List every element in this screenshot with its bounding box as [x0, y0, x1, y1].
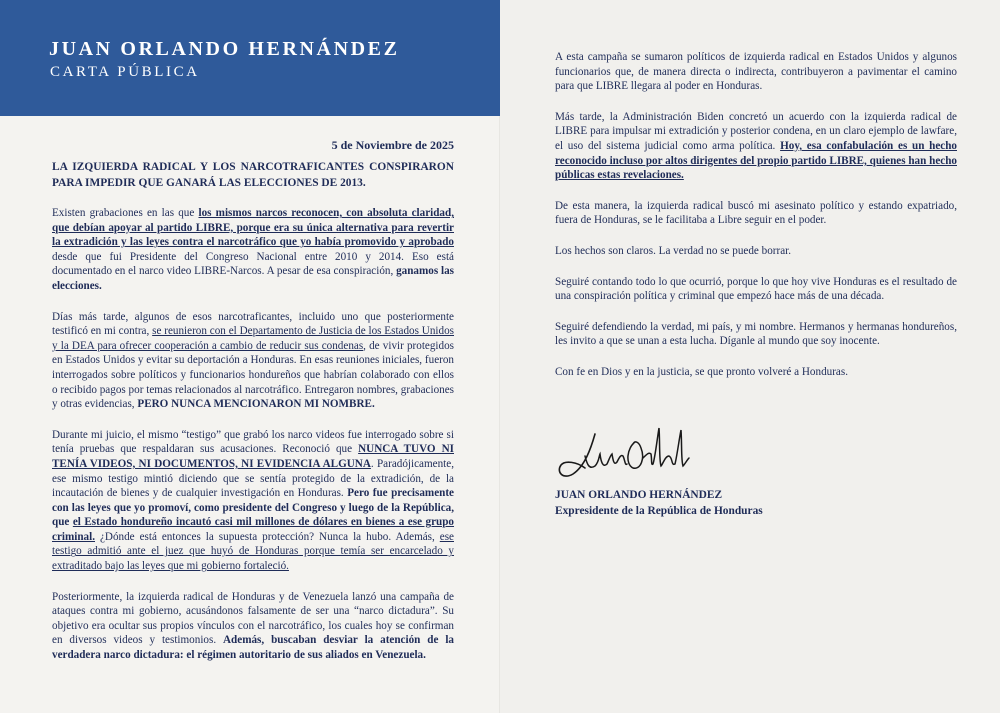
paragraph-4	[52, 590, 454, 663]
p3-text-a: Durante mi juicio, el mismo “testigo” que grabó los narco videos fue interrogado sobre si tenía pruebas que respaldaran sus acusaciones. Reconoció que	[52, 428, 454, 456]
paragraph-6	[555, 110, 957, 183]
letter-headline: LA IZQUIERDA RADICAL Y LOS NARCOTRAFICANTES CONSPIRARON PARA IMPEDIR QUE GANARÁ LAS ELECCIONES DE 2013.	[52, 161, 454, 189]
p6-text-a: Más tarde, la Administración Biden concretó un acuerdo con la izquierda radical de LIBRE para impulsar mi extradición y posterior condena, en un claro ejemplo de lawfare, el uso del sistema judicial como arma política.	[555, 110, 957, 152]
paragraph-8: Los hechos son claros. La verdad no se puede borrar.	[555, 244, 792, 257]
p3-text-c: . Paradójicamente, ese mismo testigo mintió diciendo que se sentía protegido de la extradición, de la incautación de bienes y de cualquier investigación en Honduras.	[52, 457, 454, 500]
p1-emphasis-b: los mismos narcos reconocen, con absoluta claridad, que debían apoyar al partido LIBRE, porque era su única alternativa para revertir la extradición y las leyes contra el narcotráfico que yo había promovido y aprobado	[52, 207, 454, 249]
p3-emphasis-b: NUNCA TUVO NI TENÍA VIDEOS, NI DOCUMENTOS, NI EVIDENCIA ALGUNA	[52, 443, 454, 470]
signature-block	[555, 420, 855, 530]
paragraph-11: Con fe en Dios y en la justicia, se que pronto volveré a Honduras.	[555, 365, 848, 378]
p3-underline-g: ese testigo admitió ante el juez que huyó de Honduras porque temía ser encarcelado y extraditado bajo las leyes que mi gobierno fortaleció.	[52, 530, 454, 573]
p1-text-a: Existen grabaciones en las que	[52, 207, 199, 219]
p3-emphasis-e: el Estado hondureño incautó casi mil millones de dólares en bienes a ese grupo criminal.	[52, 516, 455, 543]
paragraph-10: Seguiré defendiendo la verdad, mi país, y mi nombre. Hermanos y hermanas hondureños, les invito a que se unan a esta lucha. Díganle al mundo que soy inocente.	[555, 320, 957, 348]
header-subtitle: CARTA PÚBLICA	[50, 64, 200, 80]
paragraph-7: De esta manera, la izquierda radical buscó mi asesinato político y estando expatriado, fuera de Honduras, se le facilitaba a Libre seguir en el poder.	[555, 199, 957, 227]
left-column	[52, 160, 454, 679]
p6-emphasis-b: Hoy, esa confabulación es un hecho reconocido incluso por altos dirigentes del propio partido LIBRE, quienes han hecho públicas estas revelaciones.	[555, 139, 957, 182]
p2-underline-b: se reunieron con el Departamento de Justicia de los Estados Unidos y la DEA para ofrecer cooperación a cambio de reducir sus condenas	[52, 325, 454, 352]
p1-text-c: desde que fui Presidente del Congreso Nacional entre 2010 y 2014. Eso está documentado en el narco video LIBRE-Narcos. A pesar de esa conspiración,	[52, 250, 454, 278]
p3-text-f: ¿Dónde está entonces la supuesta protección? Nunca la hubo. Además,	[95, 530, 440, 543]
p2-emphasis-d: PERO NUNCA MENCIONARON MI NOMBRE.	[137, 398, 375, 411]
p1-emphasis-d: ganamos las elecciones.	[52, 265, 454, 292]
paragraph-9: Seguiré contando todo lo que ocurrió, porque lo que hoy vive Honduras es el resultado de una conspiración política y criminal que empezó hace más de una década.	[555, 275, 957, 303]
paragraph-2	[52, 310, 454, 412]
paragraph-3	[52, 428, 454, 574]
p4-text-a: Posteriormente, la izquierda radical de Honduras y de Venezuela lanzó una campaña de ataques contra mi gobierno, acusándonos falsamente de ser una “narco dictadura”. Su objetivo era ocultar sus propios vínculos con el narcotráfico, los cuales hoy se confirman en diversos videos y testimonios.	[52, 590, 454, 647]
handwritten-signature	[555, 420, 690, 490]
paragraph-5: A esta campaña se sumaron políticos de izquierda radical en Estados Unidos y algunos funcionarios que, de manera directa o indirecta, contribuyeron a pavimentar el camino para que LIBRE llegara al poder en Honduras.	[555, 51, 957, 93]
p3-emphasis-d: Pero fue precisamente con las leyes que yo promoví, como presidente del Congreso y luego de la República, que	[52, 487, 454, 529]
paragraph-1	[52, 206, 454, 294]
header-author-name: JUAN ORLANDO HERNÁNDEZ	[49, 38, 400, 60]
letter-header	[0, 0, 500, 116]
signature-name: JUAN ORLANDO HERNÁNDEZ	[555, 489, 723, 501]
p2-text-c: , de vivir protegidos en Estados Unidos y evitar su deportación a Honduras. En esas reuniones iniciales, fueron interrogados sobre políticos y funcionarios hondureños que habrían colaborado con ellos o recibido pagos por temas relacionados al narcotráfico. Entregaron nombres, grabaciones y otras evidencias,	[52, 339, 454, 411]
p2-text-a: Días más tarde, algunos de esos narcotraficantes, incluido uno que posteriormente testificó en mi contra,	[52, 310, 454, 338]
signature-title: Expresidente de la República de Honduras	[555, 505, 763, 517]
p4-emphasis-b: Además, buscaban desviar la atención de la verdadera narco dictadura: el régimen autoritario de sus aliados en Venezuela.	[52, 634, 454, 662]
right-column	[555, 50, 957, 396]
letter-date: 5 de Noviembre de 2025	[331, 138, 454, 152]
